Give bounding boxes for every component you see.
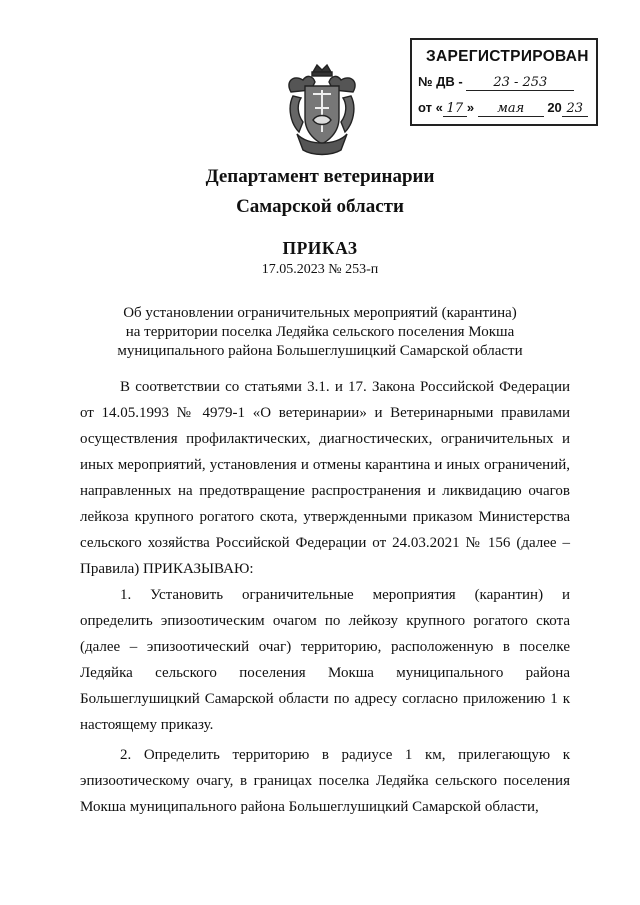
department-name-line1: Департамент ветеринарии bbox=[205, 166, 435, 187]
stamp-year-suffix: 23 bbox=[562, 102, 588, 117]
subject-line: Об установлении ограничительных мероприятий (карантина) bbox=[123, 305, 517, 321]
department-name-line2: Самарской области bbox=[236, 196, 404, 217]
document-subject bbox=[60, 304, 580, 361]
registration-stamp bbox=[410, 38, 598, 126]
preamble-paragraph: В соответствии со статьями 3.1. и 17. Закона Российской Федерации от 14.05.1993 № 4979-1 «О ветеринарии» и Ветеринарными правилами осуществления профилактических, диагностических, ограничительных и иных мероприятий, установления и отмены карантина и иных ограничений, направленных на предотвращение распространения и ликвидацию очагов лейкоза крупного рогатого скота, утвержденными приказом Министерства сельского хозяйства Российской Федерации от 24.03.2021 № 156 (далее – Правила) ПРИКАЗЫВАЮ: bbox=[80, 379, 570, 577]
document-type: ПРИКАЗ bbox=[282, 238, 358, 258]
document-number: 17.05.2023 № 253-п bbox=[261, 262, 379, 277]
coat-of-arms-emblem bbox=[283, 62, 361, 158]
stamp-year-prefix: 20 bbox=[547, 100, 562, 115]
document-body bbox=[80, 374, 570, 820]
stamp-day: 17 bbox=[443, 102, 467, 117]
stamp-day-suffix: » bbox=[466, 100, 475, 115]
stamp-number-prefix: № ДВ - bbox=[418, 74, 463, 89]
order-item-1: 1. Установить ограничительные мероприятия (карантин) и определить эпизоотическим очагом по лейкозу крупного рогатого скота (далее – эпизоотический очаг) территорию, расположенную в поселке Ледяйка сельского поселения Мокша муниципального района Большеглушицкий Самарской области по адресу согласно приложению 1 к настоящему приказу. bbox=[80, 587, 570, 733]
stamp-date-prefix: от « bbox=[418, 100, 443, 115]
stamp-title: ЗАРЕГИСТРИРОВАН bbox=[426, 48, 589, 65]
order-item-2: 2. Определить территорию в радиусе 1 км, прилегающую к эпизоотическому очагу, в границах поселка Ледяйка сельского поселения Мокша муниципального района Большеглушицкий Самарской области, bbox=[80, 747, 570, 815]
stamp-number-line bbox=[418, 74, 574, 91]
subject-line: на территории поселка Ледяйка сельского поселения Мокша bbox=[125, 324, 515, 340]
stamp-date-line bbox=[418, 100, 588, 117]
stamp-number-value: 23 - 253 bbox=[466, 76, 574, 91]
subject-line: муниципального района Большеглушицкий Самарской области bbox=[117, 343, 523, 359]
stamp-month: мая bbox=[478, 102, 544, 117]
